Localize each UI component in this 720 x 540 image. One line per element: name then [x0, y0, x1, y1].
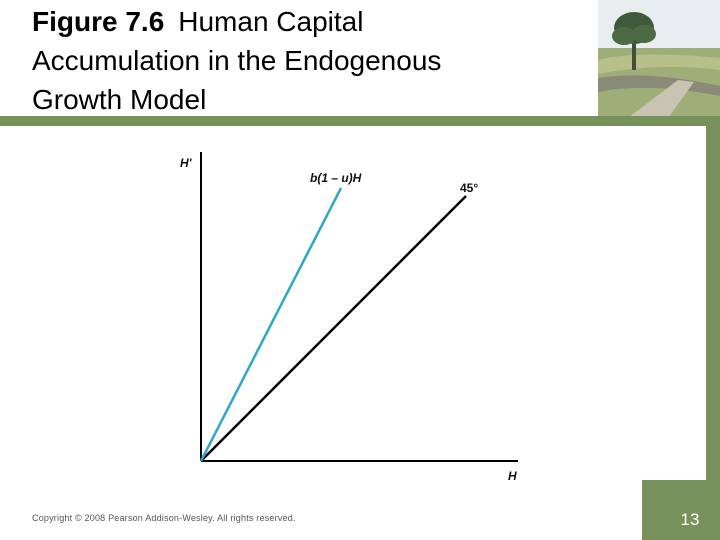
title-line-3: Growth Model	[32, 84, 207, 115]
growth-line-label: b(1 – u)H	[310, 171, 362, 185]
copyright-text: Copyright © 2008 Pearson Addison-Wesley. All rights reserved.	[32, 513, 296, 523]
x-axis-label: H	[508, 469, 517, 483]
page-number: 13	[680, 510, 700, 529]
forty-five-degree-line	[201, 196, 466, 461]
figure-number: Figure 7.6	[32, 6, 165, 37]
title-line-1: Human Capital	[178, 6, 364, 37]
page-number-box	[642, 480, 720, 540]
human-capital-growth-line	[201, 188, 341, 461]
y-axis-label: H'	[180, 156, 192, 170]
title-line-2: Accumulation in the Endogenous	[32, 45, 442, 76]
forty-five-degree-label: 45°	[460, 181, 479, 195]
